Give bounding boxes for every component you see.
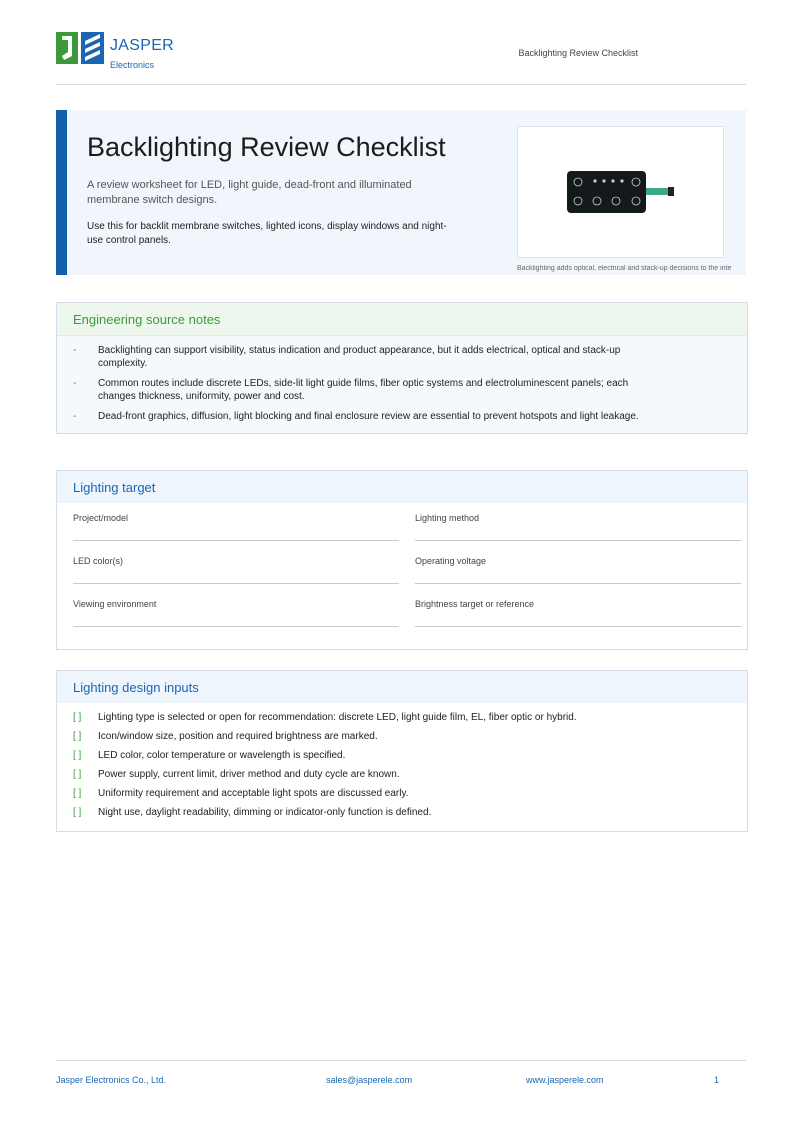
footer-company: Jasper Electronics Co., Ltd. xyxy=(56,1075,167,1085)
project-model-field[interactable]: Project/model xyxy=(73,513,399,523)
checkbox-icon[interactable]: [ ] xyxy=(73,731,82,742)
bullet-dash-icon: - xyxy=(73,345,77,356)
lighting-target-title: Lighting target xyxy=(57,471,747,503)
lighting-target-card xyxy=(56,470,748,650)
list-item: - Common routes include discrete LEDs, side-lit light guide films, fiber optic systems and electroluminescent panels; each changes thickness, uniformity, power and cost. xyxy=(73,378,629,402)
checkbox-icon[interactable]: [ ] xyxy=(73,750,82,761)
checkbox-icon[interactable]: [ ] xyxy=(73,788,82,799)
viewing-environment-field[interactable]: Viewing environment xyxy=(73,599,399,609)
checkbox-icon[interactable]: [ ] xyxy=(73,807,82,818)
use-note: Use this for backlit membrane switches, lighted icons, display windows and night-use control panels. xyxy=(87,221,447,246)
design-inputs-card xyxy=(56,670,748,832)
engineering-notes-list xyxy=(57,336,747,433)
checklist-item[interactable]: [ ] Power supply, current limit, driver method and duty cycle are known. xyxy=(73,769,400,780)
checklist-item[interactable]: [ ] Night use, daylight readability, dimming or indicator-only function is defined. xyxy=(73,807,432,818)
image-caption: Backlighting adds optical, electrical and stack-up decisions to the inte xyxy=(517,265,732,272)
checkbox-icon[interactable]: [ ] xyxy=(73,769,82,780)
checklist-item[interactable]: [ ] Uniformity requirement and acceptable light spots are discussed early. xyxy=(73,788,409,799)
hero-image xyxy=(517,126,724,258)
engineering-notes-card xyxy=(56,302,748,434)
operating-voltage-field[interactable]: Operating voltage xyxy=(415,556,741,566)
bullet-dash-icon: - xyxy=(73,411,77,422)
footer-website-link[interactable]: www.jasperele.com xyxy=(526,1075,604,1085)
brand-name: JASPER xyxy=(110,37,175,54)
membrane-switch-keypad-icon xyxy=(518,127,723,257)
brightness-target-field[interactable]: Brightness target or reference xyxy=(415,599,741,609)
checklist-item[interactable]: [ ] LED color, color temperature or wavelength is specified. xyxy=(73,750,346,761)
design-inputs-title: Lighting design inputs xyxy=(57,671,747,703)
lighting-method-field[interactable]: Lighting method xyxy=(415,513,741,523)
bullet-dash-icon: - xyxy=(73,378,77,389)
page-number: 1 xyxy=(714,1075,720,1085)
page-footer xyxy=(56,1060,746,1091)
engineering-notes-title: Engineering source notes xyxy=(57,303,747,336)
page-header xyxy=(56,30,746,85)
list-item: - Backlighting can support visibility, status indication and product appearance, but it adds electrical, optical and stack-up complexity. xyxy=(73,345,621,369)
list-item: - Dead-front graphics, diffusion, light blocking and final enclosure review are essential to prevent hotspots and light leakage. xyxy=(73,411,639,422)
lighting-target-form xyxy=(57,503,747,649)
checklist-item[interactable]: [ ] Icon/window size, position and required brightness are marked. xyxy=(73,731,378,742)
footer-email-link[interactable]: sales@jasperele.com xyxy=(326,1075,413,1085)
page-subtitle: A review worksheet for LED, light guide, dead-front and illuminated membrane switch designs. xyxy=(87,179,412,206)
design-inputs-checklist xyxy=(57,703,747,831)
brand-subtitle: Electronics xyxy=(110,60,155,70)
checklist-item[interactable]: [ ] Lighting type is selected or open for recommendation: discrete LED, light guide film, EL, fiber optic or hybrid. xyxy=(73,712,577,723)
led-color-field[interactable]: LED color(s) xyxy=(73,556,399,566)
hero-banner xyxy=(56,110,746,275)
hero-accent-bar xyxy=(56,110,67,275)
page-title: Backlighting Review Checklist xyxy=(87,132,446,162)
jasper-logo-icon xyxy=(56,32,104,64)
header-doc-title: Backlighting Review Checklist xyxy=(518,48,638,58)
checkbox-icon[interactable]: [ ] xyxy=(73,712,82,723)
